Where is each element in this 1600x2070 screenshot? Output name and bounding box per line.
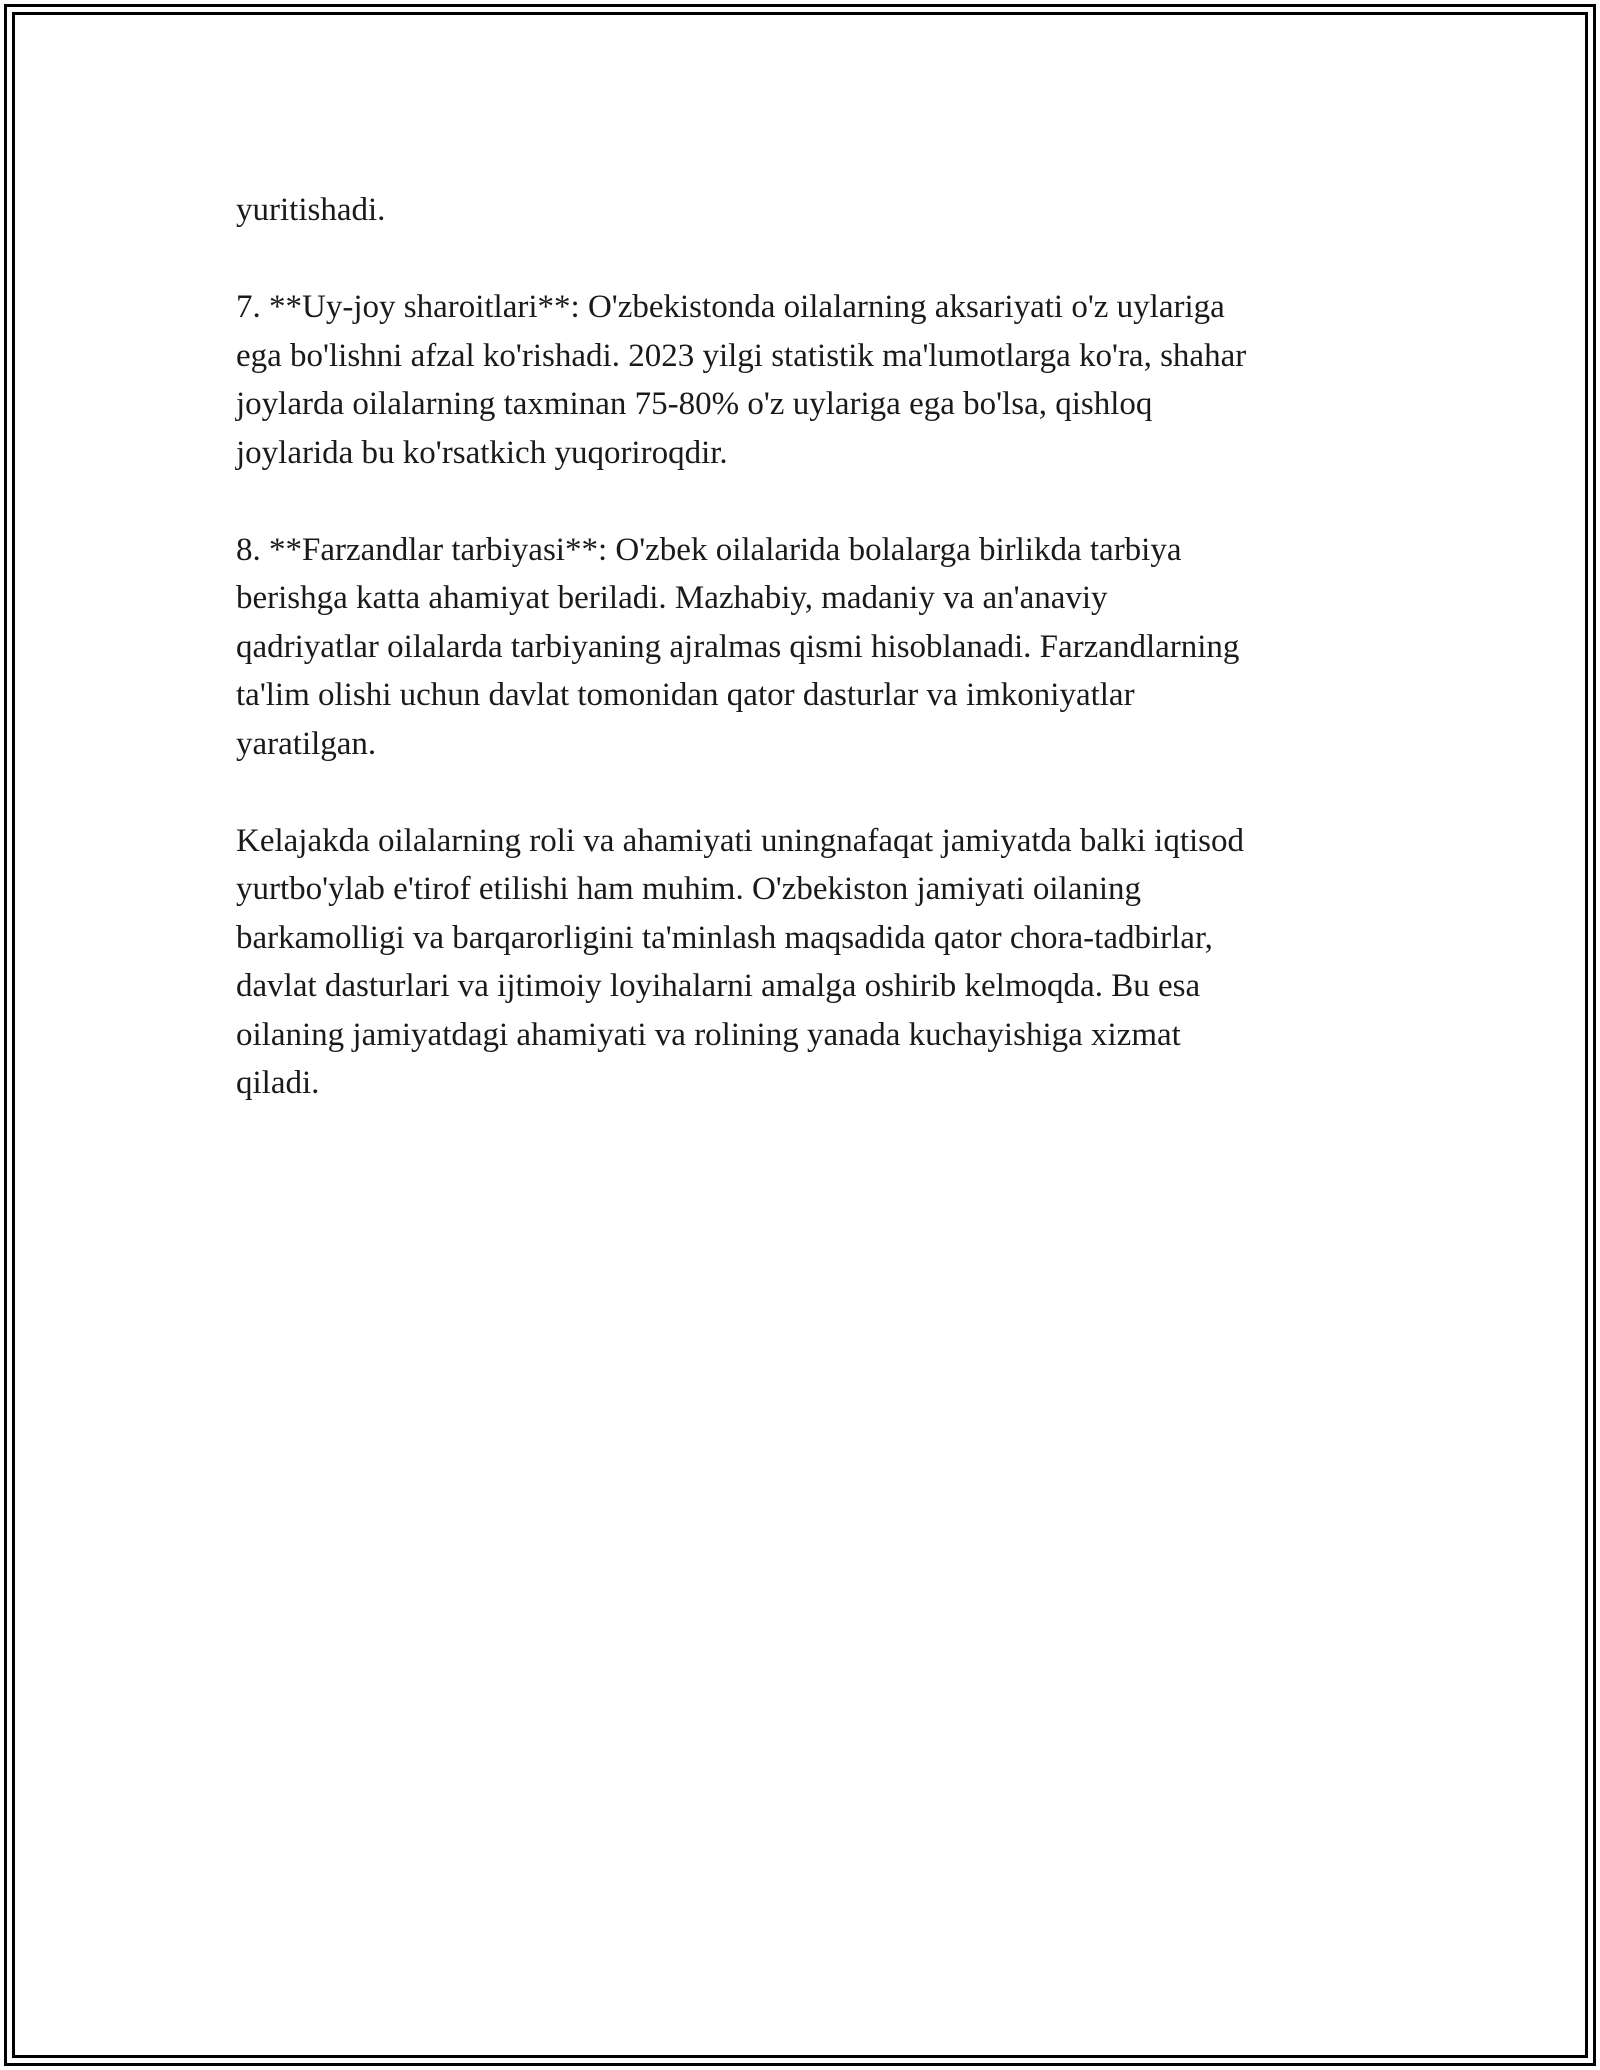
document-body [236,186,1376,1156]
paragraph-conclusion: Kelajakda oilalarning roli va ahamiyati uningnafaqat jamiyatda balki iqtisod yurtbo'ylab e'tirof etilishi ham muhim. O'zbekiston jamiyati oilaning barkamolligi va barqarorligini ta'minlash maqsadida qator chora-tadbirlar, davlat dasturlari va ijtimoiy loyihalarni amalga oshirib kelmoqda. Bu esa oilaning jamiyatdagi ahamiyati va rolining yanada kuchayishiga xizmat qiladi. [236,822,1245,1101]
paragraph-housing-conditions: 7. **Uy-joy sharoitlari**: O'zbekistonda oilalarning aksariyati o'z uylariga ega bo'lishni afzal ko'rishadi. 2023 yilgi statistik ma'lumotlarga ko'ra, shahar joylarda oilalarning taxminan 75-80% o'z uylariga ega bo'lsa, qishloq joylarida bu ko'rsatkich yuqoriroqdir. [236,289,1247,471]
paragraph-child-upbringing: 8. **Farzandlar tarbiyasi**: O'zbek oilalarida bolalarga birlikda tarbiya berishga katta ahamiyat beriladi. Mazhabiy, madaniy va an'anaviy qadriyatlar oilalarda tarbiyaning ajralmas qismi hisoblanadi. Farzandlarning ta'lim olishi uchun davlat tomonidan qator dasturlar va imkoniyatlar yaratilgan. [236,531,1240,762]
paragraph-continuation: yuritishadi. [236,192,386,228]
